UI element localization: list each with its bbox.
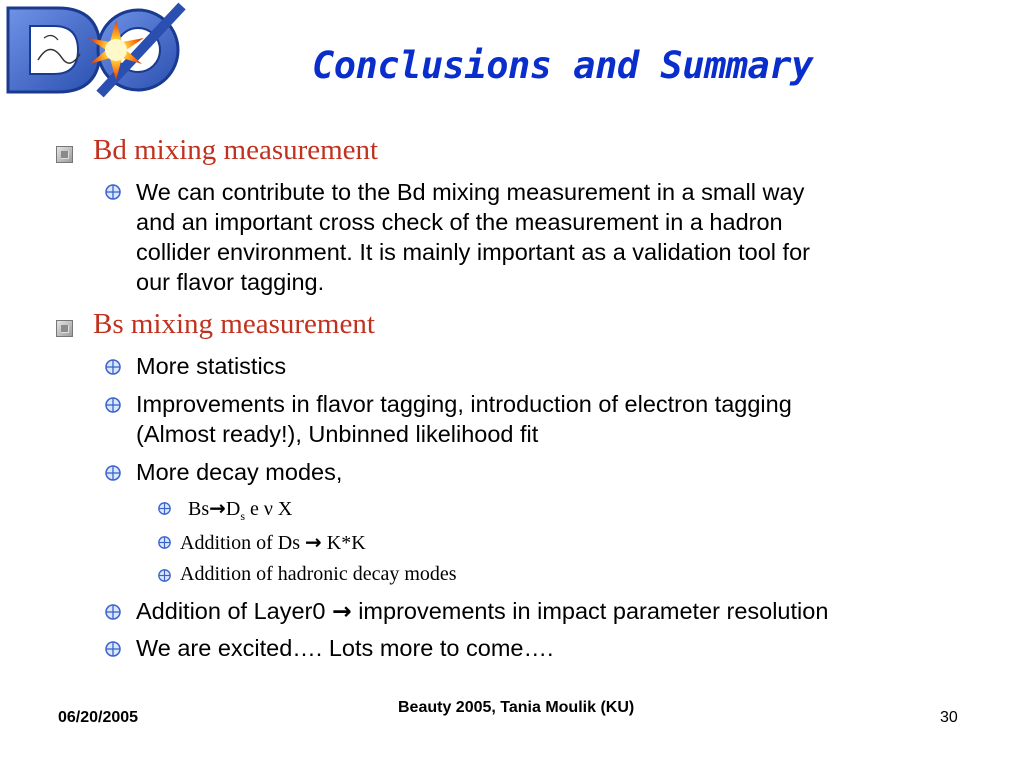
footer-date: 06/20/2005 [58,709,139,726]
sub-bullet-bs-decay: $Bs\to D_s$ e ν X [188,496,293,523]
sub-bullet-hadronic: Addition of hadronic decay modes [180,563,457,585]
globe-bullet-icon [158,536,171,549]
footer-page-number: 30 [940,709,958,726]
section-heading-bd: Bd mixing measurement [93,134,379,166]
bullet-text-more-statistics: More statistics [136,353,287,379]
slide-title: Conclusions and Summary [312,44,813,87]
bullet-text-bd-contribution: We can contribute to the Bd mixing measurement in a small way and an important cross check of the measurement in a hadron collider environment. It is mainly important as a validation tool for our flavor tagging. [136,179,810,295]
globe-bullet-icon [105,465,121,481]
globe-bullet-icon [158,569,171,582]
square-bullet-icon [56,146,73,163]
right-arrow-icon: → [209,496,226,520]
do-experiment-logo [0,0,188,100]
footer-center: Beauty 2005, Tania Moulik (KU) [398,699,635,716]
square-bullet-icon [56,320,73,337]
globe-bullet-icon [105,397,121,413]
right-arrow-icon: → [305,530,322,554]
globe-bullet-icon [105,604,121,620]
globe-bullet-icon [105,641,121,657]
bullet-text-excited: We are excited…. Lots more to come…. [136,635,554,661]
bullet-text-decay-modes: More decay modes, [136,459,343,485]
globe-bullet-icon [158,502,171,515]
section-heading-bs: Bs mixing measurement [93,308,375,340]
right-arrow-icon: → [331,597,352,625]
bullet-text-layer0: Addition of Layer0 → improvements in impact parameter resolution [136,597,829,625]
globe-bullet-icon [105,184,121,200]
globe-bullet-icon [105,359,121,375]
sub-bullet-ds-kk: Addition of Ds → K*K [180,530,366,554]
bullet-text-flavor-tagging: Improvements in flavor tagging, introduction of electron tagging (Almost ready!), Unbinned likelihood fit [136,391,792,447]
